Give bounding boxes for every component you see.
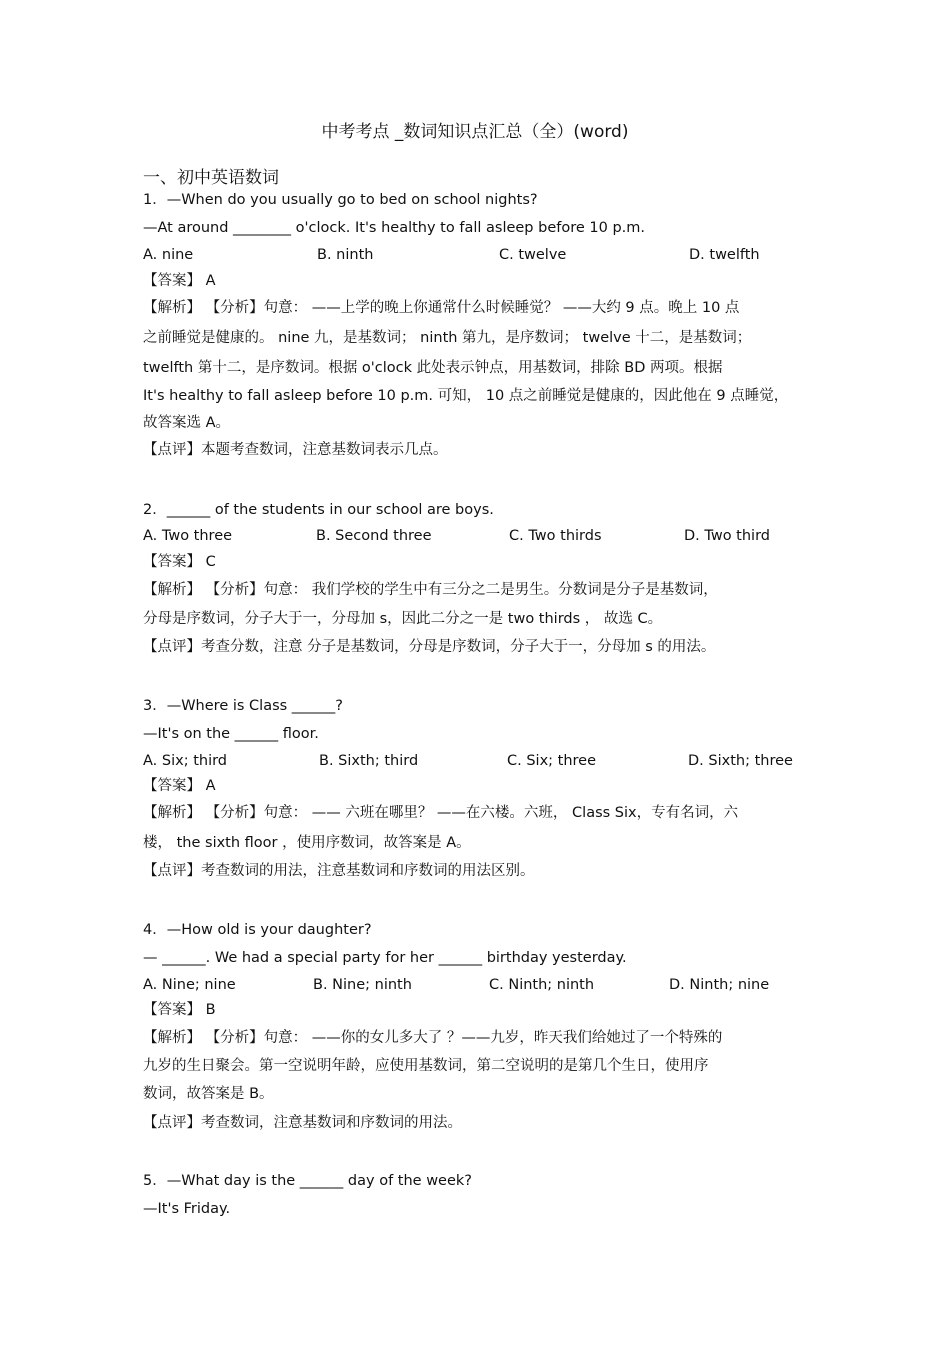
q1-analysis-line: It's healthy to fall asleep before 10 p.m. 可知， 10 点之前睡觉是健康的，因此他在 9 点睡觉， (143, 388, 789, 404)
q5-reply: —It's Friday. (143, 1201, 231, 1217)
q4-analysis-line: 九岁的生日聚会。第一空说明年龄，应使用基数词，第二空说明的是第几个生日，使用序 (143, 1058, 709, 1074)
q1-stem: 1．—When do you usually go to bed on school nights? (143, 192, 538, 208)
q1-analysis-line: 之前睡觉是健康的。 nine 九，是基数词； ninth 第九，是序数词； twelve 十二，是基数词； (143, 330, 752, 346)
q2-stem: 2．______ of the students in our school are boys. (143, 502, 494, 518)
q3-option-c: C. Six; three (507, 753, 597, 769)
q1-option-a: A. nine (143, 247, 194, 263)
q4-option-c: C. Ninth; ninth (489, 977, 595, 993)
q3-stem: 3．—Where is Class ______? (143, 698, 343, 714)
q2-option-b: B. Second three (316, 528, 432, 544)
q3-analysis-line: 楼， the sixth floor ，使用序数词，故答案是 A。 (143, 835, 471, 851)
q3-option-a: A. Six; third (143, 753, 228, 769)
q4-analysis-line: 【解析】 【分析】句意： ——你的女儿多大了 ？——九岁，昨天我们给她过了一个特殊的 (143, 1030, 723, 1046)
q4-reply: — ______. We had a special party for her ______ birthday yesterday. (143, 950, 627, 966)
q3-option-b: B. Sixth; third (319, 753, 419, 769)
q1-option-d: D. twelfth (689, 247, 760, 263)
q4-comment: 【点评】考查数词，注意基数词和序数词的用法。 (143, 1115, 462, 1131)
q1-analysis-line: twelfth 第十二，是序数词。根据 o'clock 此处表示钟点，用基数词，排除 BD 两项。根据 (143, 360, 723, 376)
q1-option-c: C. twelve (499, 247, 567, 263)
q2-analysis-line: 【解析】 【分析】句意： 我们学校的学生中有三分之二是男生。分数词是分子是基数词， (143, 582, 718, 598)
q3-reply: —It's on the ______ floor. (143, 726, 319, 742)
q1-comment: 【点评】本题考查数词，注意基数词表示几点。 (143, 442, 448, 458)
q3-analysis-line: 【解析】 【分析】句意： —— 六班在哪里？ ——在六楼。六班， Class Six，专有名词，六 (143, 805, 739, 821)
section-heading: 一、初中英语数词 (143, 168, 279, 188)
q3-option-d: D. Sixth; three (688, 753, 793, 769)
q4-option-b: B. Nine; ninth (313, 977, 412, 993)
q2-option-a: A. Two three (143, 528, 233, 544)
document-title: 中考考点 _数词知识点汇总（全）(word) (321, 122, 629, 142)
q2-answer: 【答案】 C (143, 554, 216, 570)
q4-answer: 【答案】 B (143, 1002, 216, 1018)
q5-stem: 5．—What day is the ______ day of the week? (143, 1173, 472, 1189)
q3-answer: 【答案】 A (143, 778, 216, 794)
q1-analysis-line: 故答案选 A。 (143, 415, 231, 431)
q3-comment: 【点评】考查数词的用法，注意基数词和序数词的用法区别。 (143, 863, 535, 879)
q1-analysis-line: 【解析】 【分析】句意： ——上学的晚上你通常什么时候睡觉？ ——大约 9 点。晚上 10 点 (143, 300, 740, 316)
q1-answer: 【答案】 A (143, 273, 216, 289)
q2-analysis-line: 分母是序数词，分子大于一，分母加 s，因此二分之一是 two thirds ， 故选 C。 (143, 611, 663, 627)
q2-comment: 【点评】考查分数，注意 分子是基数词，分母是序数词，分子大于一，分母加 s 的用法。 (143, 639, 716, 655)
q1-option-b: B. ninth (317, 247, 374, 263)
q1-reply: —At around ________ o'clock. It's healthy to fall asleep before 10 p.m. (143, 220, 646, 236)
q4-analysis-line: 数词，故答案是 B。 (143, 1086, 274, 1102)
q2-option-c: C. Two thirds (509, 528, 602, 544)
q4-option-a: A. Nine; nine (143, 977, 236, 993)
q4-stem: 4．—How old is your daughter? (143, 922, 372, 938)
q2-option-d: D. Two third (684, 528, 770, 544)
q4-option-d: D. Ninth; nine (669, 977, 770, 993)
